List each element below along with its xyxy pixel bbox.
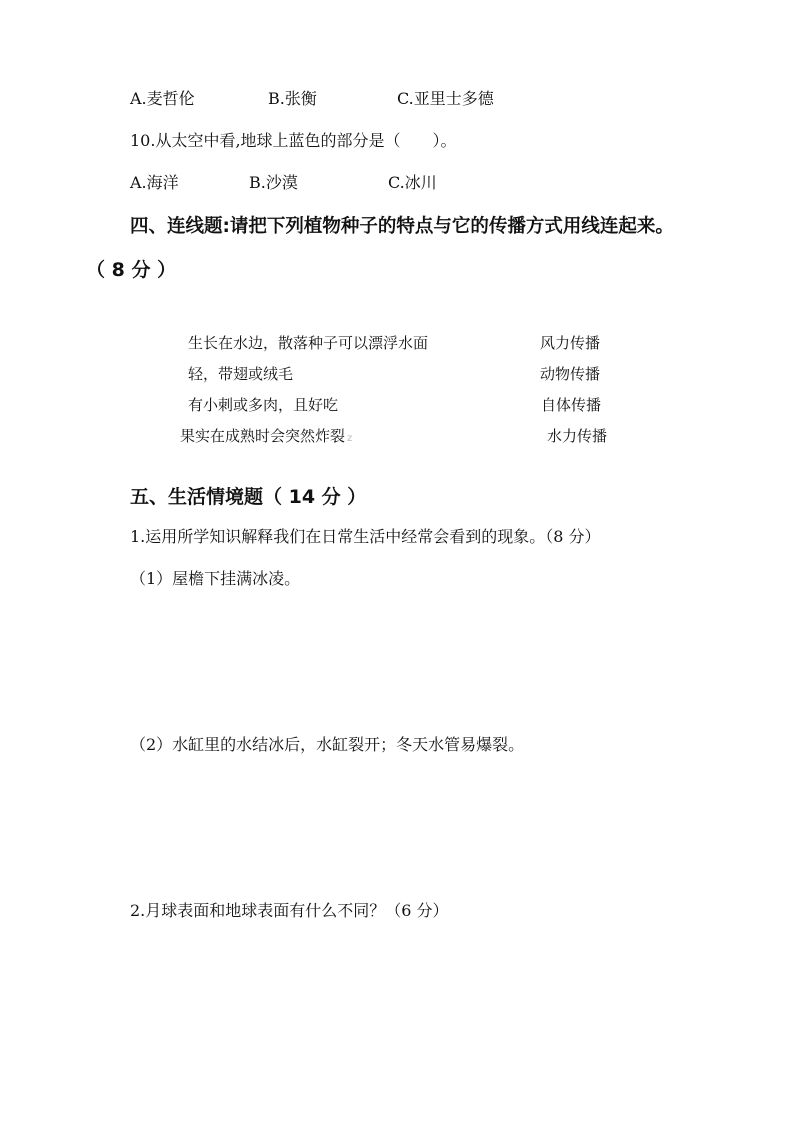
section5-q2: 2.月球表面和地球表面有什么不同？（6 分） xyxy=(130,901,449,920)
matching-right-item: 水力传播 xyxy=(547,427,608,445)
section5-q1-1: （1）屋檐下挂满冰凌。 xyxy=(130,569,301,588)
section5-q1-2: （2）水缸里的水结冰后，水缸裂开；冬天水管易爆裂。 xyxy=(130,735,525,754)
q10-option-a: A.海洋 xyxy=(130,173,179,192)
stray-mark: z xyxy=(347,433,353,444)
section4-score: （ 8 分 ） xyxy=(86,259,177,281)
q10-option-b: B.沙漠 xyxy=(249,173,298,192)
matching-left-item: 有小刺或多肉，且好吃 xyxy=(188,396,339,414)
matching-right-item: 自体传播 xyxy=(541,396,602,414)
q9-option-b: B.张衡 xyxy=(268,89,317,108)
q9-option-a: A.麦哲伦 xyxy=(130,89,195,108)
q9-option-c: C.亚里士多德 xyxy=(397,89,494,108)
matching-left-item xyxy=(180,425,352,446)
section4-title: 四、连线题:请把下列植物种子的特点与它的传播方式用线连起来。 xyxy=(130,216,674,237)
matching-right-item: 风力传播 xyxy=(540,334,601,352)
matching-right-item: 动物传播 xyxy=(540,365,601,383)
section5-title: 五、生活情境题（ 14 分 ） xyxy=(130,486,367,508)
matching-left-item: 轻，带翅或绒毛 xyxy=(188,365,294,383)
q10-stem: 10.从太空中看,地球上蓝色的部分是（ ）。 xyxy=(130,131,457,150)
matching-left-text: 果实在成熟时会突然炸裂 xyxy=(180,427,346,445)
section5-q1: 1.运用所学知识解释我们在日常生活中经常会看到的现象。（8 分） xyxy=(130,527,601,546)
q10-option-c: C.冰川 xyxy=(388,173,437,192)
matching-left-item: 生长在水边，散落种子可以漂浮水面 xyxy=(188,334,429,352)
